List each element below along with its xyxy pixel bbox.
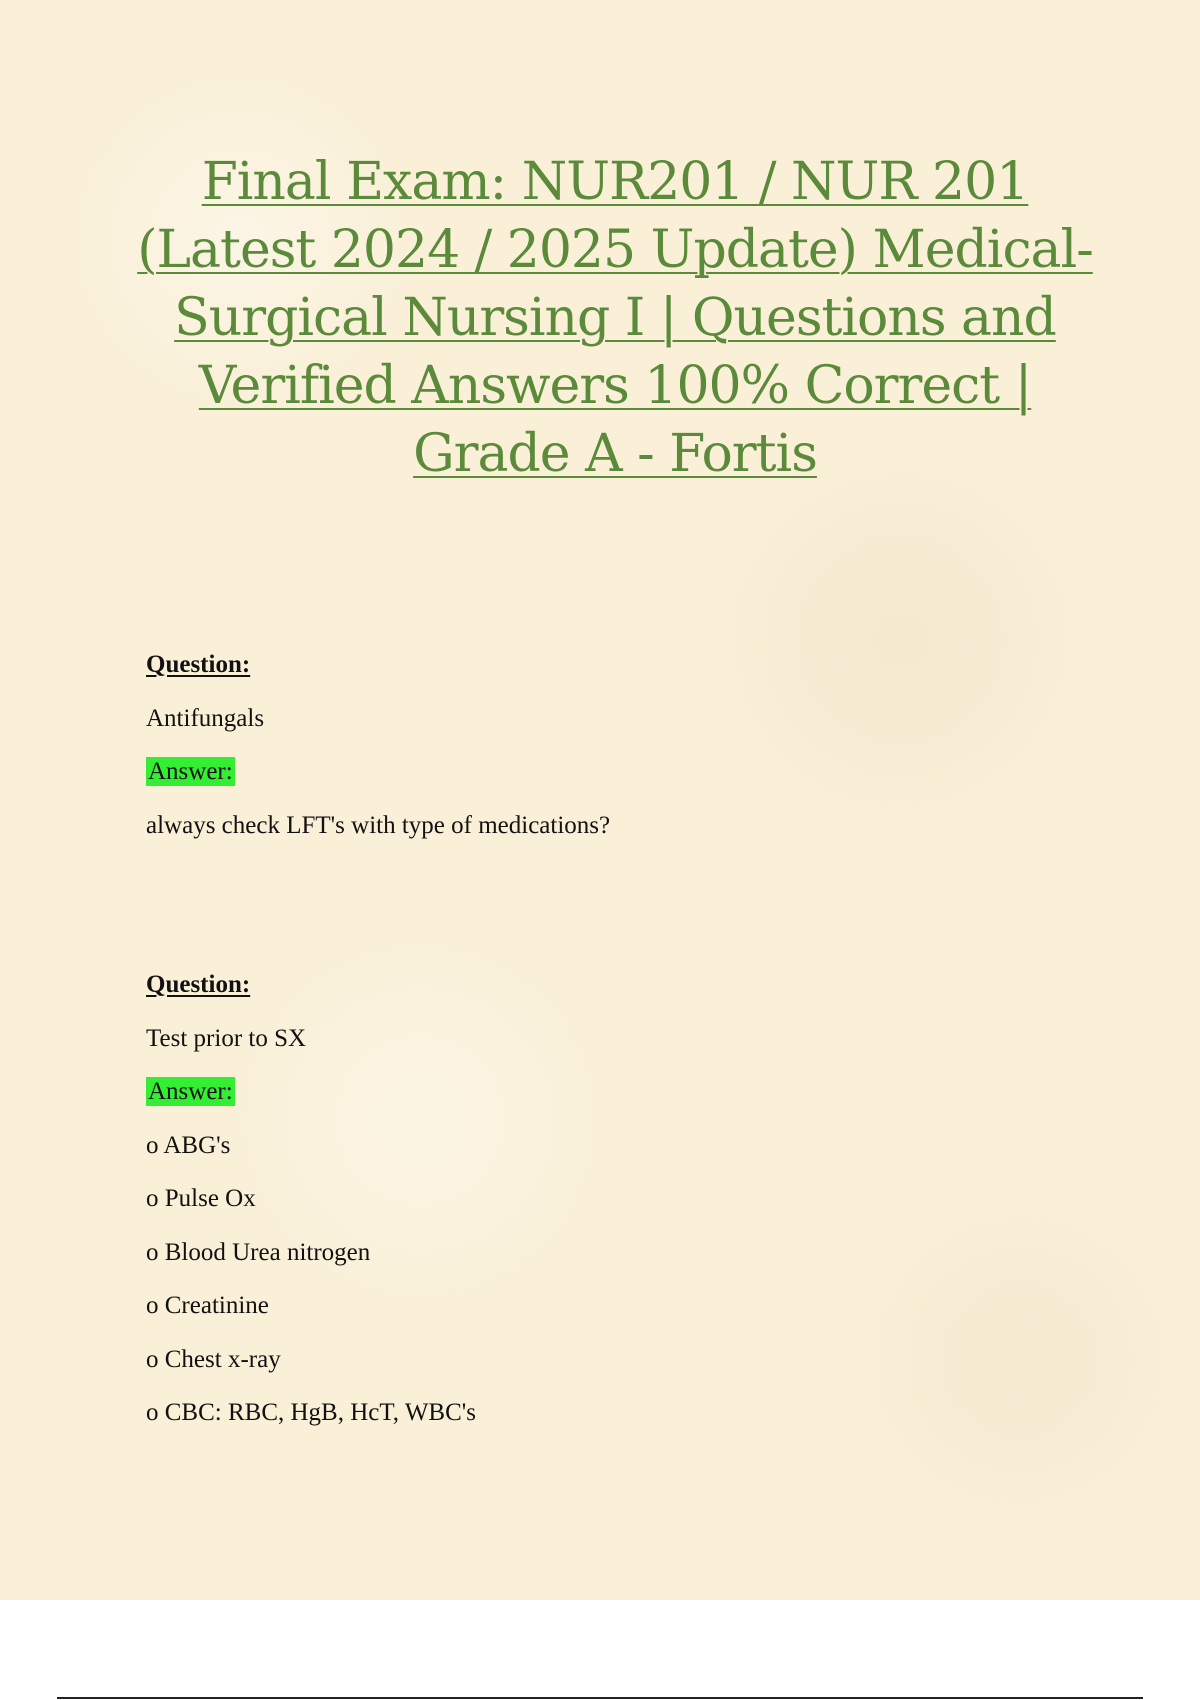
question-text: Test prior to SX — [146, 1024, 307, 1052]
answer-line: o Blood Urea nitrogen — [146, 1238, 371, 1266]
question-text: Antifungals — [146, 704, 265, 732]
answer-label: Answer: — [148, 758, 233, 785]
answer-line: o ABG's — [146, 1131, 231, 1159]
answer-label: Answer: — [148, 1078, 233, 1105]
qa-item-2 — [146, 958, 1046, 1440]
qa-item-1 — [146, 638, 1046, 852]
answer-line: o Creatinine — [146, 1292, 269, 1319]
document-title — [130, 148, 1100, 488]
footer-divider — [57, 1697, 1143, 1699]
answer-line: o CBC: RBC, HgB, HcT, WBC's — [146, 1399, 477, 1426]
question-label: Question: — [146, 971, 251, 998]
question-label: Question: — [146, 651, 251, 678]
answer-line: o Chest x-ray — [146, 1345, 281, 1373]
document-title-text: Final Exam: NUR201 / NUR 201 (Latest 2024 / 2025 Update) Medical-Surgical Nursing I | Questions and Verified Answers 100% Correct | Grade A - Fortis — [137, 152, 1093, 484]
answer-line: always check LFT's with type of medications? — [146, 811, 611, 839]
answer-line: o Pulse Ox — [146, 1185, 256, 1212]
